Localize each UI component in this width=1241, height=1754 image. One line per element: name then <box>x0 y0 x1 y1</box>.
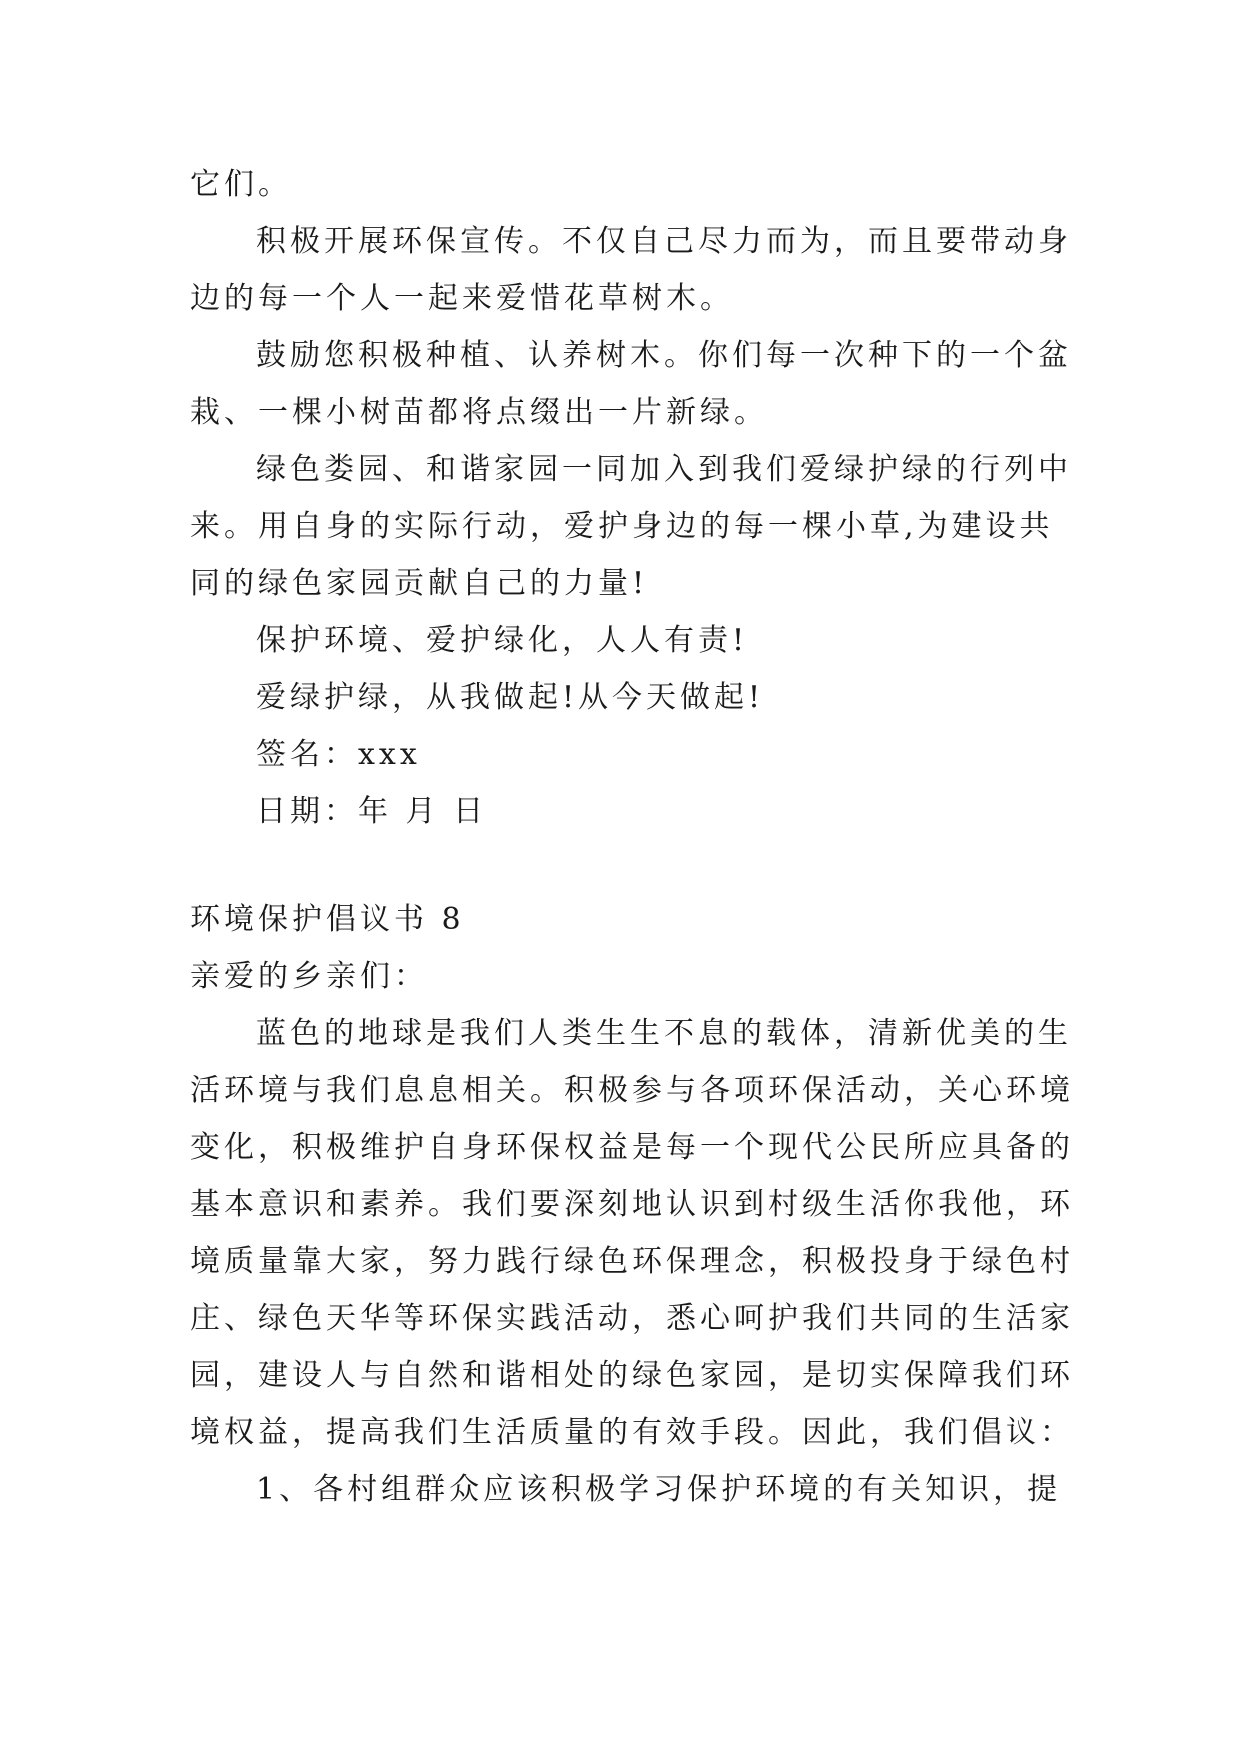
paragraph-line: 变化，积极维护自身环保权益是每一个现代公民所应具备的 <box>190 1130 1074 1165</box>
paragraph-line: 栽、一棵小树苗都将点缀出一片新绿。 <box>190 395 768 430</box>
slogan-line: 保护环境、爱护绿化，人人有责! <box>256 623 749 658</box>
signature-line: 签名：xxx <box>256 737 421 772</box>
paragraph-line: 它们。 <box>190 167 292 202</box>
salutation: 亲爱的乡亲们： <box>190 959 428 994</box>
paragraph-line: 境质量靠大家，努力践行绿色环保理念，积极投身于绿色村 <box>190 1244 1074 1279</box>
date-line: 日期：年 月 日 <box>256 794 488 829</box>
paragraph-line: 活环境与我们息息相关。积极参与各项环保活动，关心环境 <box>190 1073 1074 1108</box>
paragraph-line: 蓝色的地球是我们人类生生不息的载体，清新优美的生 <box>256 1016 1072 1051</box>
section-title: 环境保护倡议书 8 <box>190 902 465 937</box>
slogan-line: 爱绿护绿，从我做起!从今天做起! <box>256 680 765 715</box>
paragraph-line: 来。用自身的实际行动，爱护身边的每一棵小草,为建设共 <box>190 509 1054 544</box>
paragraph-line: 园，建设人与自然和谐相处的绿色家园，是切实保障我们环 <box>190 1358 1074 1393</box>
paragraph-line: 基本意识和素养。我们要深刻地认识到村级生活你我他，环 <box>190 1187 1074 1222</box>
list-item-line: 1、各村组群众应该积极学习保护环境的有关知识，提 <box>256 1472 1062 1507</box>
paragraph-line: 庄、绿色天华等环保实践活动，悉心呵护我们共同的生活家 <box>190 1301 1074 1336</box>
paragraph-line: 积极开展环保宣传。不仅自己尽力而为，而且要带动身 <box>256 224 1072 259</box>
paragraph-line: 边的每一个人一起来爱惜花草树木。 <box>190 281 734 316</box>
paragraph-line: 同的绿色家园贡献自己的力量! <box>190 566 649 601</box>
paragraph-line: 鼓励您积极种植、认养树木。你们每一次种下的一个盆 <box>256 338 1072 373</box>
paragraph-line: 绿色娄园、和谐家园一同加入到我们爱绿护绿的行列中 <box>256 452 1072 487</box>
paragraph-line: 境权益，提高我们生活质量的有效手段。因此，我们倡议： <box>190 1415 1074 1450</box>
